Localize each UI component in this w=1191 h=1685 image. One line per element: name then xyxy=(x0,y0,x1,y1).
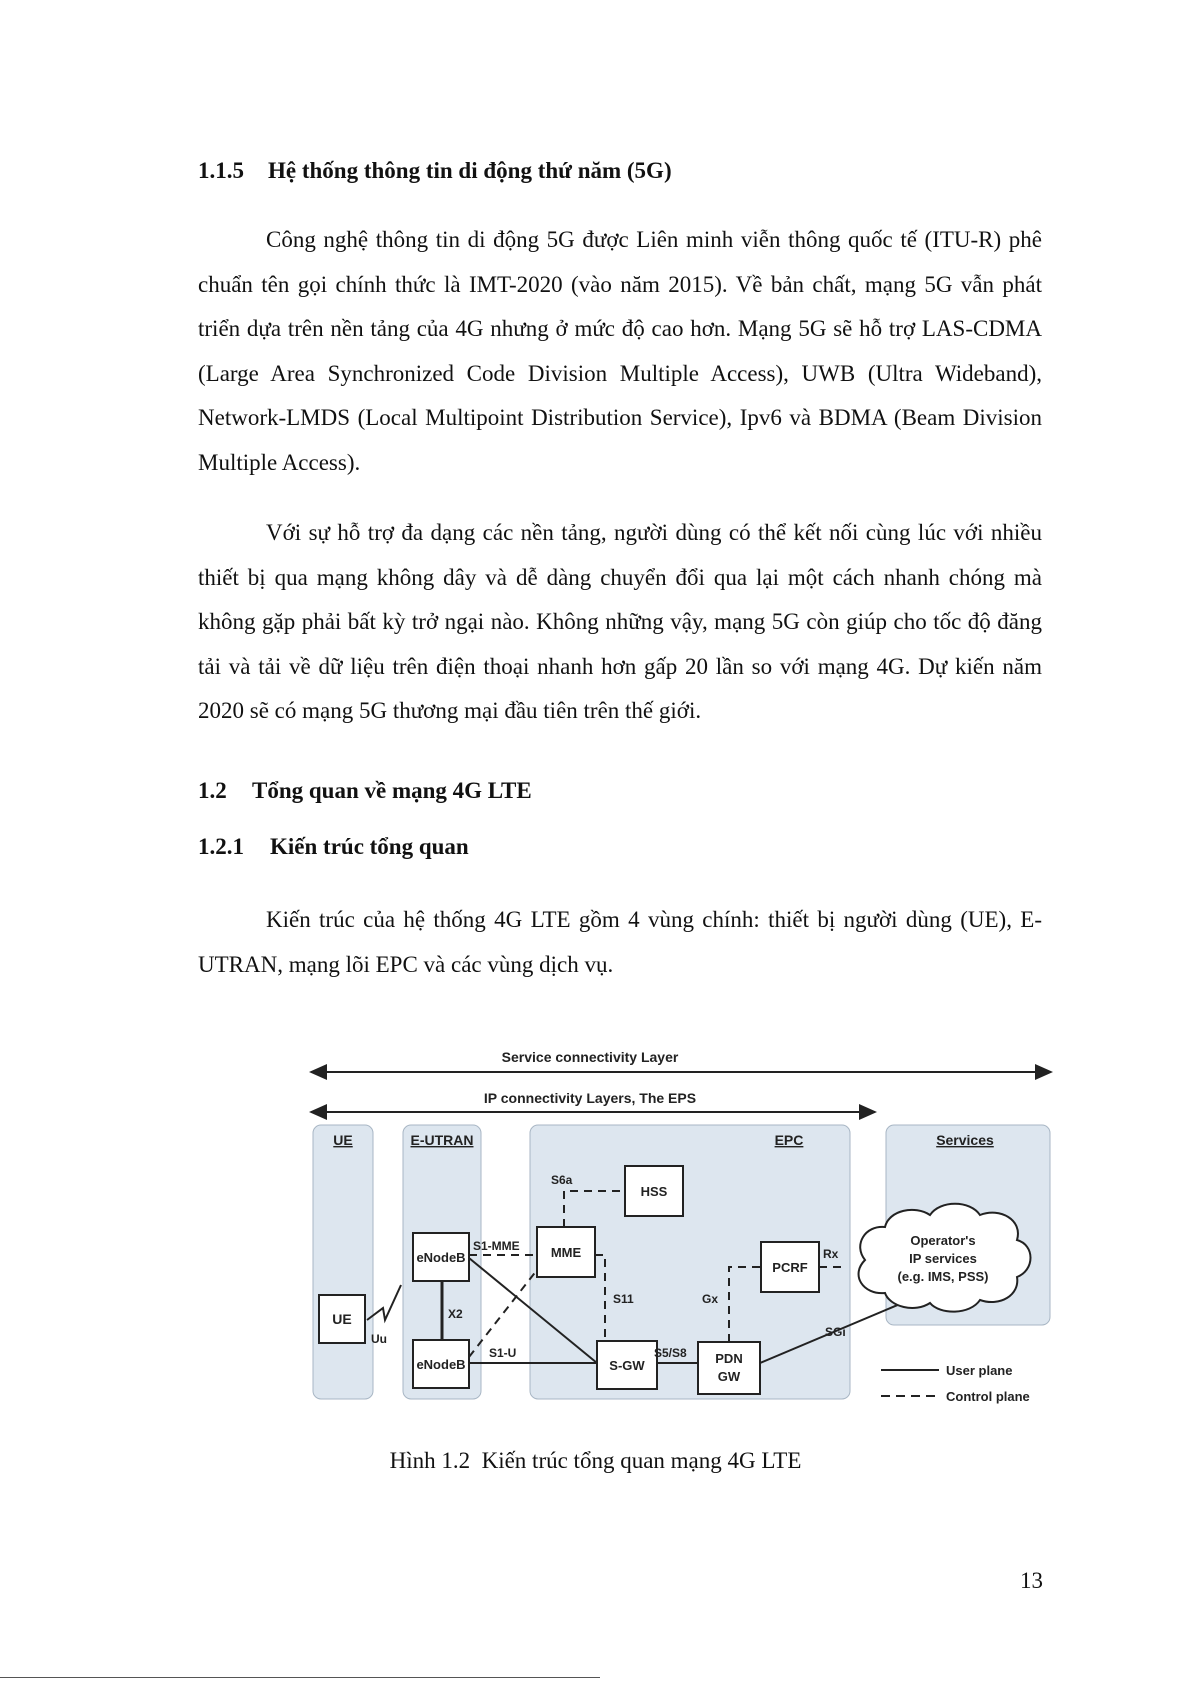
page-number: 13 xyxy=(1020,1568,1043,1593)
pdn-gw-label-line1: PDN xyxy=(715,1351,743,1366)
legend-control-plane-label: Control plane xyxy=(946,1389,1030,1404)
pdn-gw-node xyxy=(698,1342,760,1394)
gx-interface-label: Gx xyxy=(702,1292,719,1306)
enodeb-bottom-label: eNodeB xyxy=(416,1357,466,1372)
epc-area-label: EPC xyxy=(774,1132,804,1148)
s5s8-interface-label: S5/S8 xyxy=(654,1346,687,1360)
ue-area-label: UE xyxy=(333,1132,353,1148)
ip-layer-label: IP connectivity Layers, The EPS xyxy=(483,1090,697,1106)
paragraph-5g-intro: Công nghệ thông tin di động 5G được Liên minh viễn thông quốc tế (ITU-R) phê chuẩn tên gọi chính thức là IMT-2020 (vào năm 2015). Về bản chất, mạng 5G vẫn phát triển dựa trên nền tảng của 4G nhưng ở mức độ cao hơn. Mạng 5G sẽ hỗ trợ LAS-CDMA (Large Area Synchronized Code Division Multiple Access), UWB (Ultra Wideband), Network-LMDS (Local Multipoint Distribution Service), Ipv6 và BDMA (Beam Division Multiple Access). xyxy=(198,227,1042,475)
figure-caption: Hình 1.2 Kiến trúc tổng quan mạng 4G LTE xyxy=(389,1448,802,1473)
service-layer-label: Service connectivity Layer xyxy=(501,1049,679,1065)
rx-interface-label: Rx xyxy=(823,1247,839,1261)
section-number: 1.1.5 xyxy=(198,158,244,183)
section-heading-1-2 xyxy=(198,778,532,804)
cloud-label-line1: Operator's xyxy=(910,1233,976,1248)
hss-node-label: HSS xyxy=(640,1184,668,1199)
lte-architecture-diagram xyxy=(305,1045,1055,1415)
cloud-label-line3: (e.g. IMS, PSS) xyxy=(897,1269,989,1284)
sgi-interface-label: SGi xyxy=(825,1325,846,1339)
uu-interface-label: Uu xyxy=(371,1332,387,1346)
legend-user-plane-label: User plane xyxy=(946,1363,1013,1378)
s11-interface-label: S11 xyxy=(613,1292,634,1306)
services-area-label: Services xyxy=(936,1132,994,1148)
pcrf-node-label: PCRF xyxy=(772,1260,808,1275)
section-heading-1-2-1 xyxy=(198,834,469,860)
section-heading-1-1-5 xyxy=(198,158,672,184)
paragraph-lte-architecture: Kiến trúc của hệ thống 4G LTE gồm 4 vùng chính: thiết bị người dùng (UE), E-UTRAN, mạng lõi EPC và các vùng dịch vụ. xyxy=(198,907,1042,977)
section-title: Tổng quan về mạng 4G LTE xyxy=(252,778,532,803)
enodeb-top-label: eNodeB xyxy=(416,1250,466,1265)
ue-node-label: UE xyxy=(332,1311,352,1327)
section-title: Kiến trúc tổng quan xyxy=(270,834,469,859)
cloud-label-line2: IP services xyxy=(909,1251,977,1266)
x2-interface-label: X2 xyxy=(448,1307,463,1321)
operator-ip-services-cloud xyxy=(859,1204,1031,1312)
pdn-gw-label-line2: GW xyxy=(717,1369,741,1384)
section-title: Hệ thống thông tin di động thứ năm (5G) xyxy=(268,158,672,183)
s6a-interface-label: S6a xyxy=(551,1173,573,1187)
paragraph-5g-benefits: Với sự hỗ trợ đa dạng các nền tảng, người dùng có thể kết nối cùng lúc với nhiều thiết bị qua mạng không dây và dễ dàng chuyển đổi qua lại một cách nhanh chóng mà không gặp phải bất kỳ trở ngại nào. Không những vậy, mạng 5G còn giúp cho tốc độ đăng tải và tải về dữ liệu trên điện thoại nhanh hơn gấp 20 lần so với mạng 4G. Dự kiến năm 2020 sẽ có mạng 5G thương mại đầu tiên trên thế giới. xyxy=(198,520,1042,723)
section-number: 1.2.1 xyxy=(198,834,244,859)
eutran-area-label: E-UTRAN xyxy=(410,1132,474,1148)
sgw-node-label: S-GW xyxy=(609,1358,645,1373)
lte-architecture-figure xyxy=(305,1045,1055,1415)
ue-area xyxy=(313,1125,373,1399)
section-number: 1.2 xyxy=(198,778,227,803)
mme-node-label: MME xyxy=(550,1245,582,1260)
footnote-separator xyxy=(0,1677,600,1678)
s1-mme-interface-label: S1-MME xyxy=(473,1239,520,1253)
s1-u-interface-label: S1-U xyxy=(489,1346,517,1360)
